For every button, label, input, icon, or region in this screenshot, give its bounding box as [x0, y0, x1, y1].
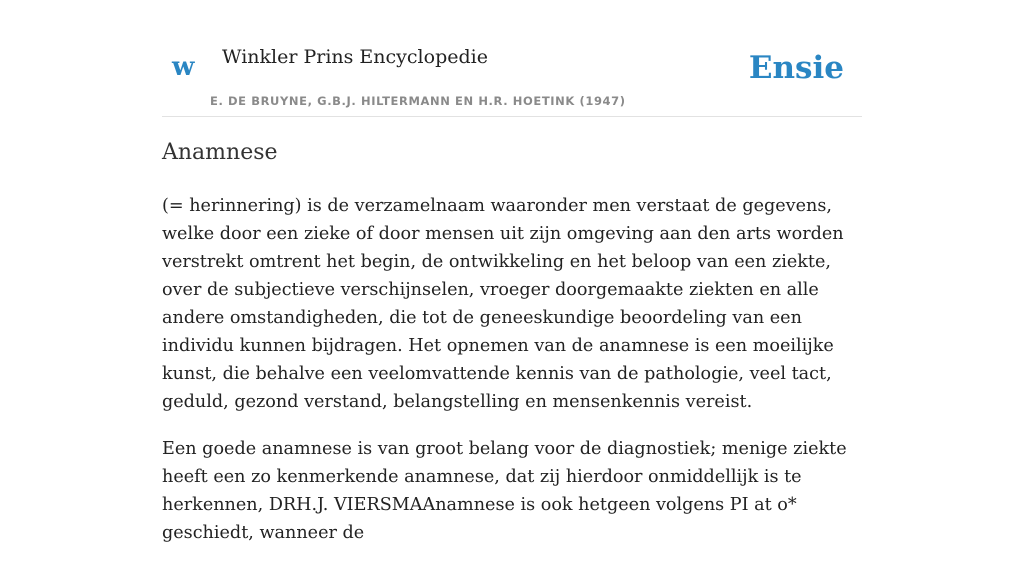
source-authors: E. DE BRUYNE, G.B.J. HILTERMANN EN H.R. HOETINK (1947): [210, 94, 626, 108]
ensie-logo[interactable]: Ensie: [748, 50, 844, 86]
site-header: [162, 0, 862, 117]
wpe-logo[interactable]: w: [172, 52, 195, 82]
article-paragraph: (= herinnering) is de verzamelnaam waaronder men verstaat de gegevens, welke door een zieke of door mensen uit zijn omgeving aan den arts worden verstrekt omtrent het begin, de ontwikkeling en het beloop van een ziekte, over de subjectieve verschijnselen, vroeger doorgemaakte ziekten en alle andere omstandigheden, die tot de geneeskundige beoordeling van een individu kunnen bijdragen. Het opnemen van de anamnese is een moeilijke kunst, die behalve een veelomvattende kennis van de pathologie, veel tact, geduld, gezond verstand, belangstelling en mensenkennis vereist.: [162, 196, 844, 412]
article-headword: Anamnese: [162, 140, 278, 165]
article-body: [162, 192, 862, 566]
source-title[interactable]: Winkler Prins Encyclopedie: [222, 46, 488, 68]
article-paragraph: Een goede anamnese is van groot belang voor de diagnostiek; menige ziekte heeft een zo kenmerkende anamnese, dat zij hierdoor onmiddellijk is te herkennen, DRH.J. VIERSMAAnamnese is ook hetgeen volgens PI at o* geschiedt, wanneer de: [162, 439, 847, 543]
